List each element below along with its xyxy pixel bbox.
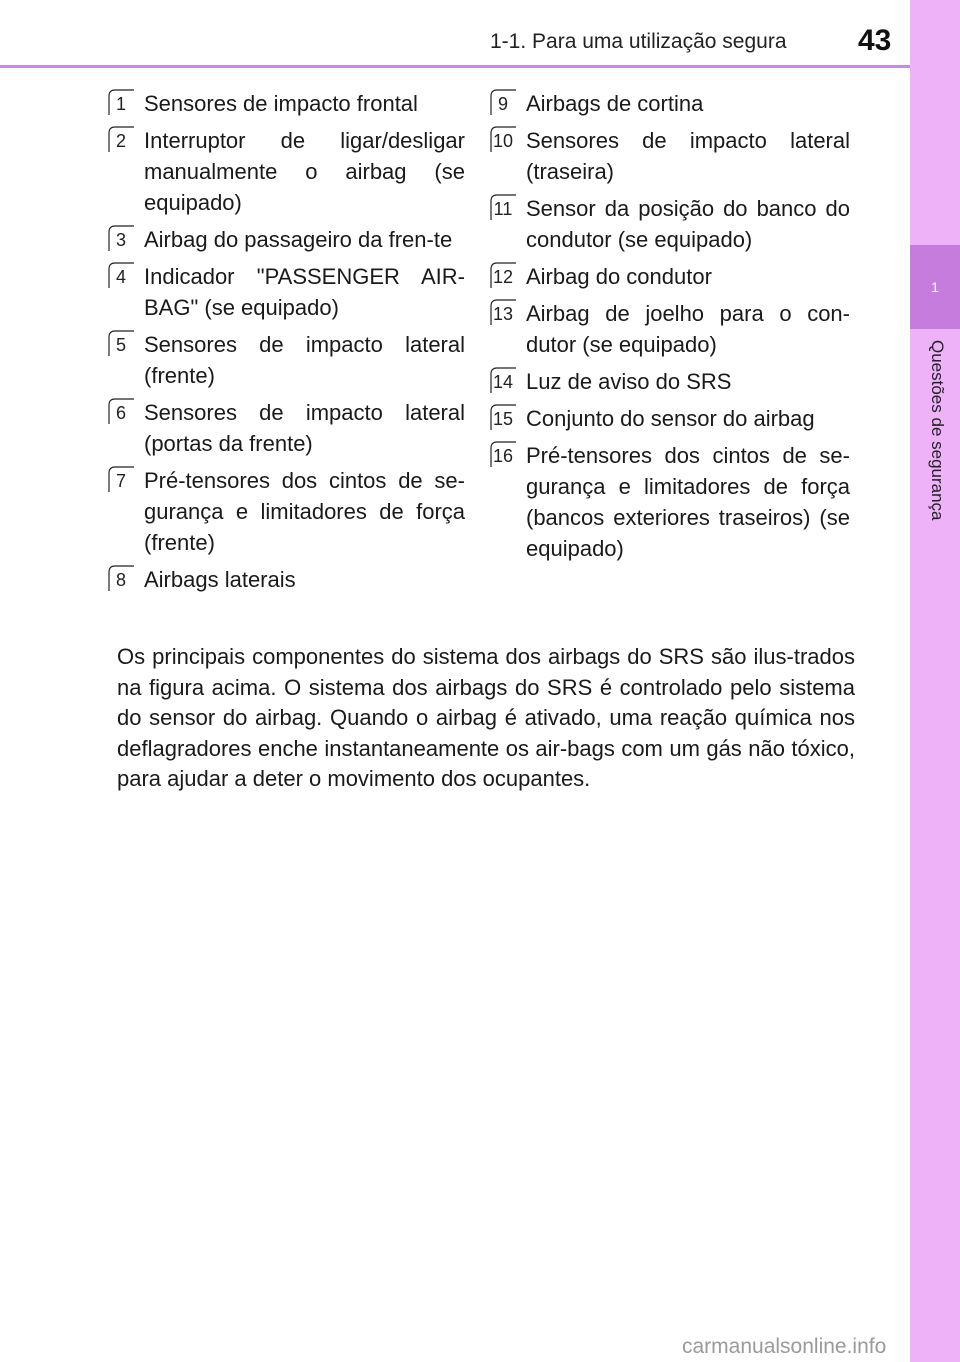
chapter-number: 1 [931, 279, 939, 295]
number-badge-label: 9 [497, 94, 509, 114]
number-badge-label: 13 [492, 304, 514, 324]
legend-item [490, 298, 850, 360]
legend-item [490, 440, 850, 564]
number-badge-icon [490, 261, 526, 292]
legend-item-text: Luz de aviso do SRS [526, 369, 732, 394]
number-badge-label: 7 [115, 471, 127, 491]
legend-item [490, 193, 850, 255]
number-badge-icon [490, 298, 526, 329]
number-badge-label: 4 [115, 267, 127, 287]
legend-item-text: Sensores de impacto frontal [144, 91, 418, 116]
number-badge-label: 16 [492, 446, 514, 466]
legend-column-right [490, 88, 850, 570]
number-badge-icon [108, 88, 144, 119]
legend-item-text: Interruptor de ligar/desligar manualmente o airbag (se equipado) [144, 128, 465, 215]
header-rule [0, 65, 910, 68]
number-badge-label: 1 [115, 94, 127, 114]
number-badge-icon [108, 261, 144, 292]
legend-item [490, 403, 850, 434]
legend-column-left [108, 88, 465, 601]
legend-item-text: Sensor da posição do banco do condutor (se equipado) [526, 196, 850, 252]
number-badge-icon [108, 465, 144, 496]
number-badge-icon [490, 88, 526, 119]
legend-item [108, 397, 465, 459]
legend-item [108, 261, 465, 323]
legend-item-text: Airbag do passageiro da fren-te [144, 227, 453, 252]
number-badge-label: 8 [115, 570, 127, 590]
body-paragraph: Os principais componentes do sistema dos airbags do SRS são ilus-trados na figura acima. O sistema dos airbags do SRS é controlado pelo sistema do sensor do airbag. Quando o airbag é ativado, uma reação química nos deflagradores enche instantaneamente os air-bags com um gás não tóxico, para ajudar a deter o movimento dos ocupantes. [117, 644, 855, 791]
number-badge-label: 10 [492, 131, 514, 151]
legend-item-text: Airbag do condutor [526, 264, 712, 289]
legend-item [108, 224, 465, 255]
number-badge-label: 15 [492, 409, 514, 429]
number-badge-icon [108, 224, 144, 255]
number-badge-label: 2 [115, 131, 127, 151]
footer-watermark: carmanualsonline.info [682, 1335, 887, 1358]
legend-item-text: Sensores de impacto lateral (frente) [144, 332, 465, 388]
legend-item [108, 88, 465, 119]
legend-item-text: Airbag de joelho para o con-dutor (se equipado) [526, 301, 850, 357]
number-badge-icon [108, 564, 144, 595]
number-badge-icon [108, 397, 144, 428]
legend-item [490, 366, 850, 397]
legend-item-text: Conjunto do sensor do airbag [526, 406, 815, 431]
legend-item-text: Sensores de impacto lateral (portas da frente) [144, 400, 465, 456]
legend-item [490, 125, 850, 187]
legend-item [108, 329, 465, 391]
number-badge-icon [108, 125, 144, 156]
number-badge-icon [490, 193, 526, 224]
number-badge-label: 3 [115, 230, 127, 250]
legend-item [108, 465, 465, 558]
legend-item [490, 261, 850, 292]
legend-item [108, 125, 465, 218]
number-badge-icon [490, 440, 526, 471]
running-head: 1-1. Para uma utilização segura [490, 30, 787, 53]
number-badge-label: 5 [115, 335, 127, 355]
number-badge-label: 12 [492, 267, 514, 287]
legend-item-text: Sensores de impacto lateral (traseira) [526, 128, 850, 184]
number-badge-label: 14 [492, 372, 514, 392]
legend-item-text: Indicador "PASSENGER AIR-BAG" (se equipado) [144, 264, 465, 320]
legend-item [490, 88, 850, 119]
number-badge-icon [490, 403, 526, 434]
number-badge-icon [108, 329, 144, 360]
number-badge-label: 6 [115, 403, 127, 423]
chapter-side-tab [910, 0, 960, 1362]
legend-item-text: Airbags laterais [144, 567, 296, 592]
legend-item-text: Pré-tensores dos cintos de se-gurança e limitadores de força (frente) [144, 468, 465, 555]
legend-item-text: Airbags de cortina [526, 91, 704, 116]
chapter-title: Questões de segurança [928, 340, 947, 521]
chapter-number-box [910, 245, 960, 329]
number-badge-icon [490, 125, 526, 156]
page-number: 43 [858, 24, 892, 57]
legend-item-text: Pré-tensores dos cintos de se-gurança e limitadores de força (bancos exteriores traseiros) (se equipado) [526, 443, 850, 561]
number-badge-icon [490, 366, 526, 397]
number-badge-label: 11 [493, 199, 513, 219]
legend-item [108, 564, 465, 595]
